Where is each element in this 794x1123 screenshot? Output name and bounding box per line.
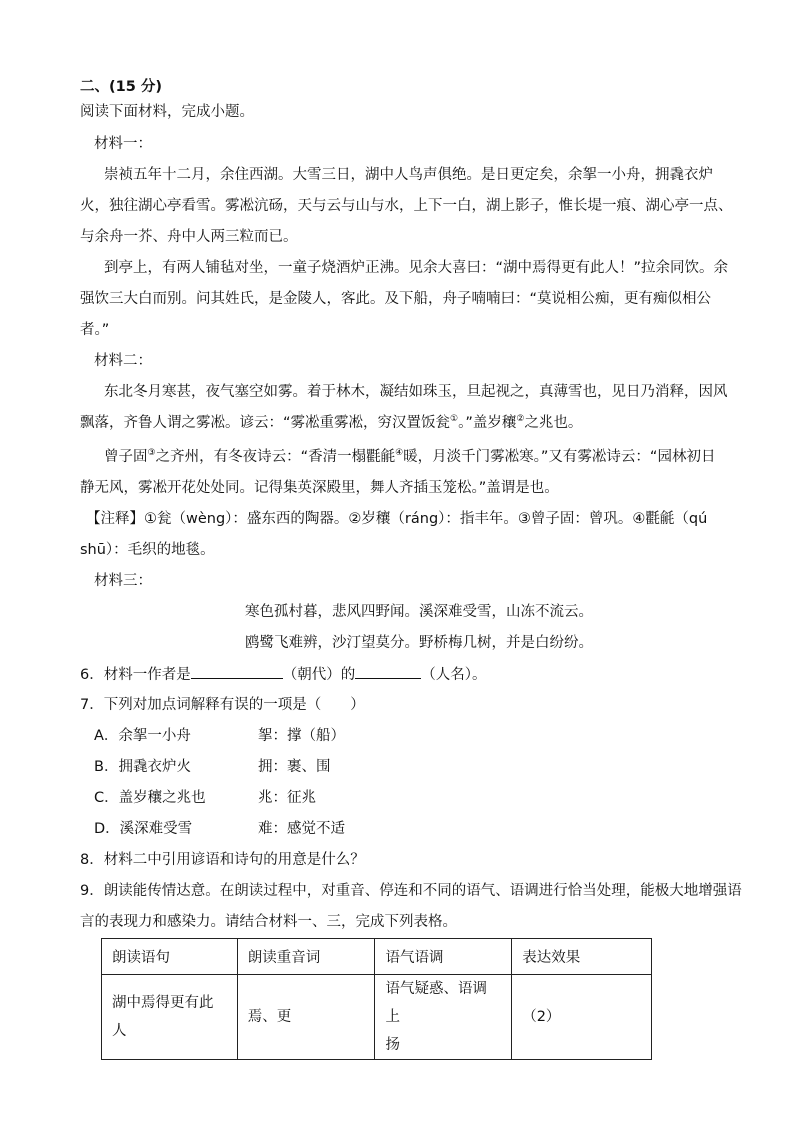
footnote-marker: ④	[395, 448, 404, 459]
question-8-stem: 8．材料二中引用谚语和诗句的用意是什么？	[80, 852, 365, 868]
material1-text-line: 火，独往湖心亭看雪。雾凇沆砀，天与云与山与水，上下一白，湖上影子，惟长堤一痕、湖心亭一点、	[80, 198, 733, 214]
tone-line: 语气疑惑、语调上	[385, 981, 487, 1025]
material2-text-line: 静无风，雾凇开花处处同。记得集英深殿里，舞人齐插玉笼松。”盖谓是也。	[80, 480, 559, 496]
option-a[interactable]: A．余挐一小舟	[94, 728, 191, 744]
table-header-cell: 朗读语句	[102, 939, 238, 975]
question-6	[80, 664, 486, 685]
table-header-cell: 表达效果	[512, 939, 652, 975]
material2-text-seg: 飘落，齐鲁人谓之雾凇。谚云：“雾凇重雾凇，穷汉置饭瓮	[80, 415, 451, 431]
answer-blank-name[interactable]	[355, 664, 421, 679]
table-cell-sentence: 湖中焉得更有此人	[102, 975, 238, 1060]
reading-table	[101, 938, 652, 1060]
material2-text-line: 东北冬月寒甚，夜气塞空如雾。着于林木，凝结如珠玉，旦起视之，真薄雪也，见日乃消释，因风	[104, 384, 728, 400]
poem-line: 鸥鹭飞难辨，沙汀望莫分。野桥梅几树，并是白纷纷。	[245, 635, 593, 651]
table-row	[102, 975, 652, 1060]
material1-text-line: 崇祯五年十二月，余住西湖。大雪三日，湖中人鸟声俱绝。是日更定矣，余挐一小舟，拥毳衣炉	[104, 167, 713, 183]
question-9-stem: 9．朗读能传情达意。在朗读过程中，对重音、停连和不同的语气、语调进行恰当处理，能极大地增强语	[80, 883, 742, 899]
footnote-marker: ①	[450, 414, 459, 425]
table-cell-tone	[375, 975, 512, 1060]
material2-label: 材料二：	[94, 353, 152, 369]
annotation-line: shū）：毛织的地毯。	[80, 542, 215, 558]
table-header-row	[102, 939, 652, 975]
question-6-mid: （朝代）的	[282, 667, 356, 683]
material2-text-line	[80, 413, 582, 433]
question-9-stem: 言的表现力和感染力。请结合材料一、三，完成下列表格。	[80, 914, 457, 930]
tone-line: 扬	[385, 1037, 400, 1053]
material2-text-seg: 。”盖岁穰	[458, 415, 517, 431]
table-cell-effect[interactable]: （2）	[512, 975, 652, 1060]
footnote-marker: ②	[516, 414, 525, 425]
material1-text-line: 与余舟一芥、舟中人两三粒而已。	[80, 229, 298, 245]
option-b[interactable]: B．拥毳衣炉火	[94, 759, 191, 775]
table-header-cell: 语气语调	[375, 939, 512, 975]
annotation-line: 【注释】①瓮（wèng）：盛东西的陶器。②岁穰（ráng）：指丰年。③曾子固：曾巩。④氍毹（qú	[86, 511, 708, 527]
option-a-gloss: 挐：撑（船）	[258, 728, 345, 744]
material1-text-line: 到亭上，有两人铺毡对坐，一童子烧酒炉正沸。见余大喜曰：“湖中焉得更有此人！”拉余同饮。余	[104, 260, 729, 276]
section-instruction: 阅读下面材料，完成小题。	[80, 104, 254, 120]
option-c[interactable]: C．盖岁穰之兆也	[94, 790, 206, 806]
material1-text-line: 者。”	[80, 322, 110, 338]
poem-line: 寒色孤村暮，悲风四野闻。溪深难受雪，山冻不流云。	[245, 604, 593, 620]
material2-text-line	[104, 447, 715, 467]
material3-label: 材料三：	[94, 573, 152, 589]
table-header-cell: 朗读重音词	[237, 939, 375, 975]
material2-text-seg: 之齐州，有冬夜诗云：“香清一榻氍毹	[155, 449, 396, 465]
material2-text-seg: 曾子固	[104, 449, 148, 465]
question-7-stem: 7．下列对加点词解释有误的一项是（ ）	[80, 697, 365, 713]
option-d[interactable]: D．溪深难受雪	[94, 821, 193, 837]
section-heading: 二、(15 分)	[80, 79, 162, 95]
table-cell-stress: 焉、更	[237, 975, 375, 1060]
footnote-marker: ③	[147, 448, 156, 459]
option-c-gloss: 兆：征兆	[258, 790, 316, 806]
option-d-gloss: 难：感觉不适	[258, 821, 345, 837]
material2-text-seg: 暖，月淡千门雾凇寒。”又有雾凇诗云：“园林初日	[403, 449, 716, 465]
option-b-gloss: 拥：裹、围	[258, 759, 331, 775]
material2-text-seg: 之兆也。	[524, 415, 583, 431]
answer-blank-dynasty[interactable]	[191, 664, 283, 679]
question-6-prefix: 6．材料一作者是	[80, 667, 191, 683]
question-6-suffix: （人名）。	[421, 667, 487, 683]
material1-text-line: 强饮三大白而别。问其姓氏，是金陵人，客此。及下船，舟子喃喃曰：“莫说相公痴，更有痴似相公	[80, 291, 712, 307]
material1-label: 材料一：	[94, 136, 152, 152]
